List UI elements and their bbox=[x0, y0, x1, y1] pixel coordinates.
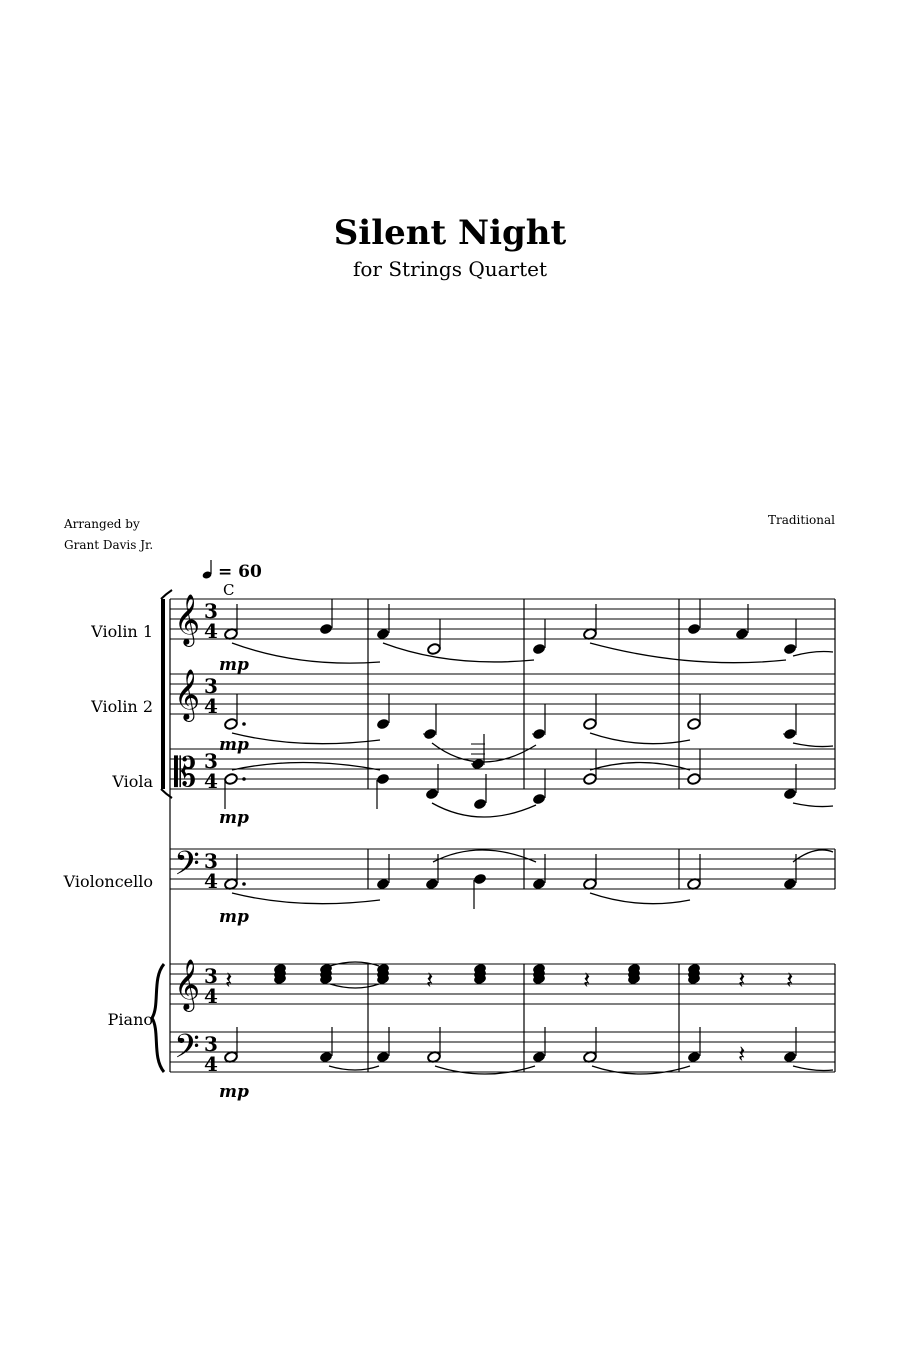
svg-text:mp: mp bbox=[219, 1082, 249, 1102]
rehearsal-mark: C bbox=[223, 581, 235, 599]
staff-violin-2 bbox=[170, 674, 835, 714]
arranger-label: Arranged by bbox=[64, 517, 140, 531]
instrument-label-violin-2: Violin 2 bbox=[91, 697, 153, 716]
treble-clef-icon: 𝄞 bbox=[174, 669, 201, 720]
svg-text:4: 4 bbox=[204, 869, 218, 893]
piano-brace bbox=[152, 964, 164, 1072]
instrument-label-piano: Piano bbox=[107, 1010, 153, 1029]
quarter-rest-icon: 𝄽 bbox=[738, 1040, 746, 1068]
piano-bass-ties bbox=[329, 1066, 833, 1074]
svg-text:mp: mp bbox=[219, 907, 249, 927]
svg-text:mp: mp bbox=[219, 655, 249, 675]
svg-text:mp: mp bbox=[219, 808, 249, 828]
arranger-name: Grant Davis Jr. bbox=[64, 538, 154, 552]
violin-2-slurs bbox=[232, 733, 833, 762]
chord bbox=[473, 963, 487, 986]
staff-piano-bass bbox=[170, 1032, 835, 1072]
viola-notes bbox=[224, 749, 797, 810]
treble-clef-icon: 𝄞 bbox=[174, 959, 201, 1010]
svg-text:3: 3 bbox=[204, 849, 218, 873]
alto-clef-icon: 𝄡 bbox=[174, 750, 197, 796]
chord bbox=[627, 963, 641, 986]
svg-text:4: 4 bbox=[204, 1052, 218, 1076]
svg-text:4: 4 bbox=[204, 694, 218, 718]
composer-credit: Traditional bbox=[767, 513, 835, 527]
staff-piano-treble bbox=[170, 964, 835, 1004]
chord bbox=[687, 963, 701, 986]
viola-slurs bbox=[232, 763, 833, 818]
quarter-rest-icon: 𝄽 bbox=[426, 966, 434, 994]
violoncello-slurs bbox=[232, 850, 833, 904]
staff-viola bbox=[170, 749, 835, 789]
instrument-label-violin-1: Violin 1 bbox=[91, 622, 153, 641]
bass-clef-icon: 𝄢 bbox=[174, 845, 200, 891]
violin-1-notes bbox=[224, 599, 797, 655]
instrument-label-viola: Viola bbox=[112, 772, 153, 791]
score-subtitle: for Strings Quartet bbox=[352, 257, 548, 281]
staff-violoncello bbox=[170, 849, 835, 889]
quarter-rest-icon: 𝄽 bbox=[786, 966, 794, 994]
staff-violin-1 bbox=[170, 599, 835, 639]
chord bbox=[273, 963, 287, 986]
time-signatures bbox=[204, 599, 218, 1076]
quarter-rest-icon: 𝄽 bbox=[583, 966, 591, 994]
treble-clef-icon: 𝄞 bbox=[174, 594, 201, 645]
svg-text:3: 3 bbox=[204, 964, 218, 988]
tempo-value: = 60 bbox=[218, 562, 262, 582]
bass-clef-icon: 𝄢 bbox=[174, 1028, 200, 1074]
svg-text:mp: mp bbox=[219, 735, 249, 755]
measure-barlines bbox=[368, 599, 835, 1072]
piano-treble-notes bbox=[225, 963, 793, 994]
tempo-marking bbox=[202, 560, 262, 599]
svg-text:3: 3 bbox=[204, 674, 218, 698]
svg-text:4: 4 bbox=[204, 984, 218, 1008]
svg-text:3: 3 bbox=[204, 749, 218, 773]
svg-text:4: 4 bbox=[204, 619, 218, 643]
quarter-rest-icon: 𝄽 bbox=[738, 966, 746, 994]
violin-1-slurs bbox=[232, 643, 833, 663]
chord bbox=[532, 963, 546, 986]
violoncello-notes bbox=[224, 854, 797, 909]
svg-text:4: 4 bbox=[204, 769, 218, 793]
instrument-label-violoncello: Violoncello bbox=[63, 872, 153, 891]
svg-text:3: 3 bbox=[204, 1032, 218, 1056]
quarter-rest-icon: 𝄽 bbox=[225, 966, 233, 994]
score-title: Silent Night bbox=[333, 213, 567, 253]
svg-text:3: 3 bbox=[204, 599, 218, 623]
